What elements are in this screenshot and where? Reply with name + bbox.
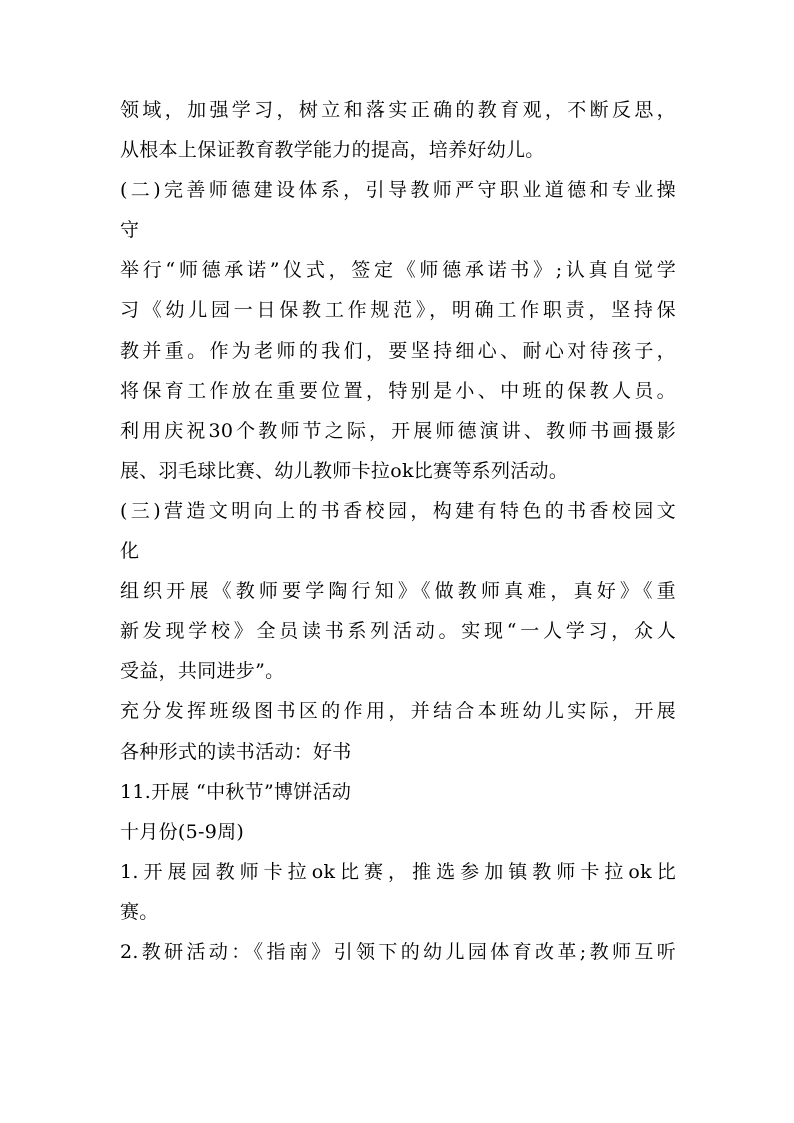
list-item-line: 1.开展园教师卡拉ok比赛，推选参加镇教师卡拉ok比 [120, 860, 676, 883]
paragraph-line: 从根本上保证教育教学能力的提高，培养好幼儿。 [120, 139, 545, 162]
paragraph-line: 习《幼儿园一日保教工作规范》，明确工作职责，坚持保 [120, 299, 676, 322]
list-item-line: 2.教研活动：《指南》引领下的幼儿园体育改革;教师互听 [120, 940, 676, 963]
paragraph-line: 充分发挥班级图书区的作用，并结合本班幼儿实际，开展 [120, 700, 676, 723]
list-item-line: 赛。 [120, 900, 159, 923]
paragraph-line: 组织开展《教师要学陶行知》《做教师真难，真好》《重 [120, 580, 676, 603]
paragraph-line: 将保育工作放在重要位置，特别是小、中班的保教人员。 [120, 379, 676, 402]
paragraph-line: 教并重。作为老师的我们，要坚持细心、耐心对待孩子， [120, 339, 676, 362]
section-heading-line: 化 [120, 540, 140, 563]
paragraph-line: 各种形式的读书活动：好书 [120, 740, 352, 763]
section-heading-line: (三)营造文明向上的书香校园，构建有特色的书香校园文 [120, 499, 676, 522]
list-item-line: 11.开展 “中秋节”博饼活动 [120, 780, 352, 803]
paragraph-line: 领域，加强学习，树立和落实正确的教育观，不断反思， [120, 99, 676, 121]
section-heading-line: 守 [120, 219, 140, 242]
month-heading-line: 十月份(5-9周) [120, 820, 245, 843]
paragraph-line: 利用庆祝30个教师节之际，开展师德演讲、教师书画摄影 [120, 419, 676, 442]
paragraph-line: 举行“师德承诺”仪式，签定《师德承诺书》;认真自觉学 [120, 259, 676, 282]
paragraph-line: 新发现学校》全员读书系列活动。实现“一人学习，众人 [120, 620, 676, 643]
document-body [120, 90, 676, 972]
section-heading-line: (二)完善师德建设体系，引导教师严守职业道德和专业操 [120, 179, 676, 202]
paragraph-line: 展、羽毛球比赛、幼儿教师卡拉ok比赛等系列活动。 [120, 459, 569, 482]
paragraph-line: 受益，共同进步”。 [120, 660, 285, 683]
